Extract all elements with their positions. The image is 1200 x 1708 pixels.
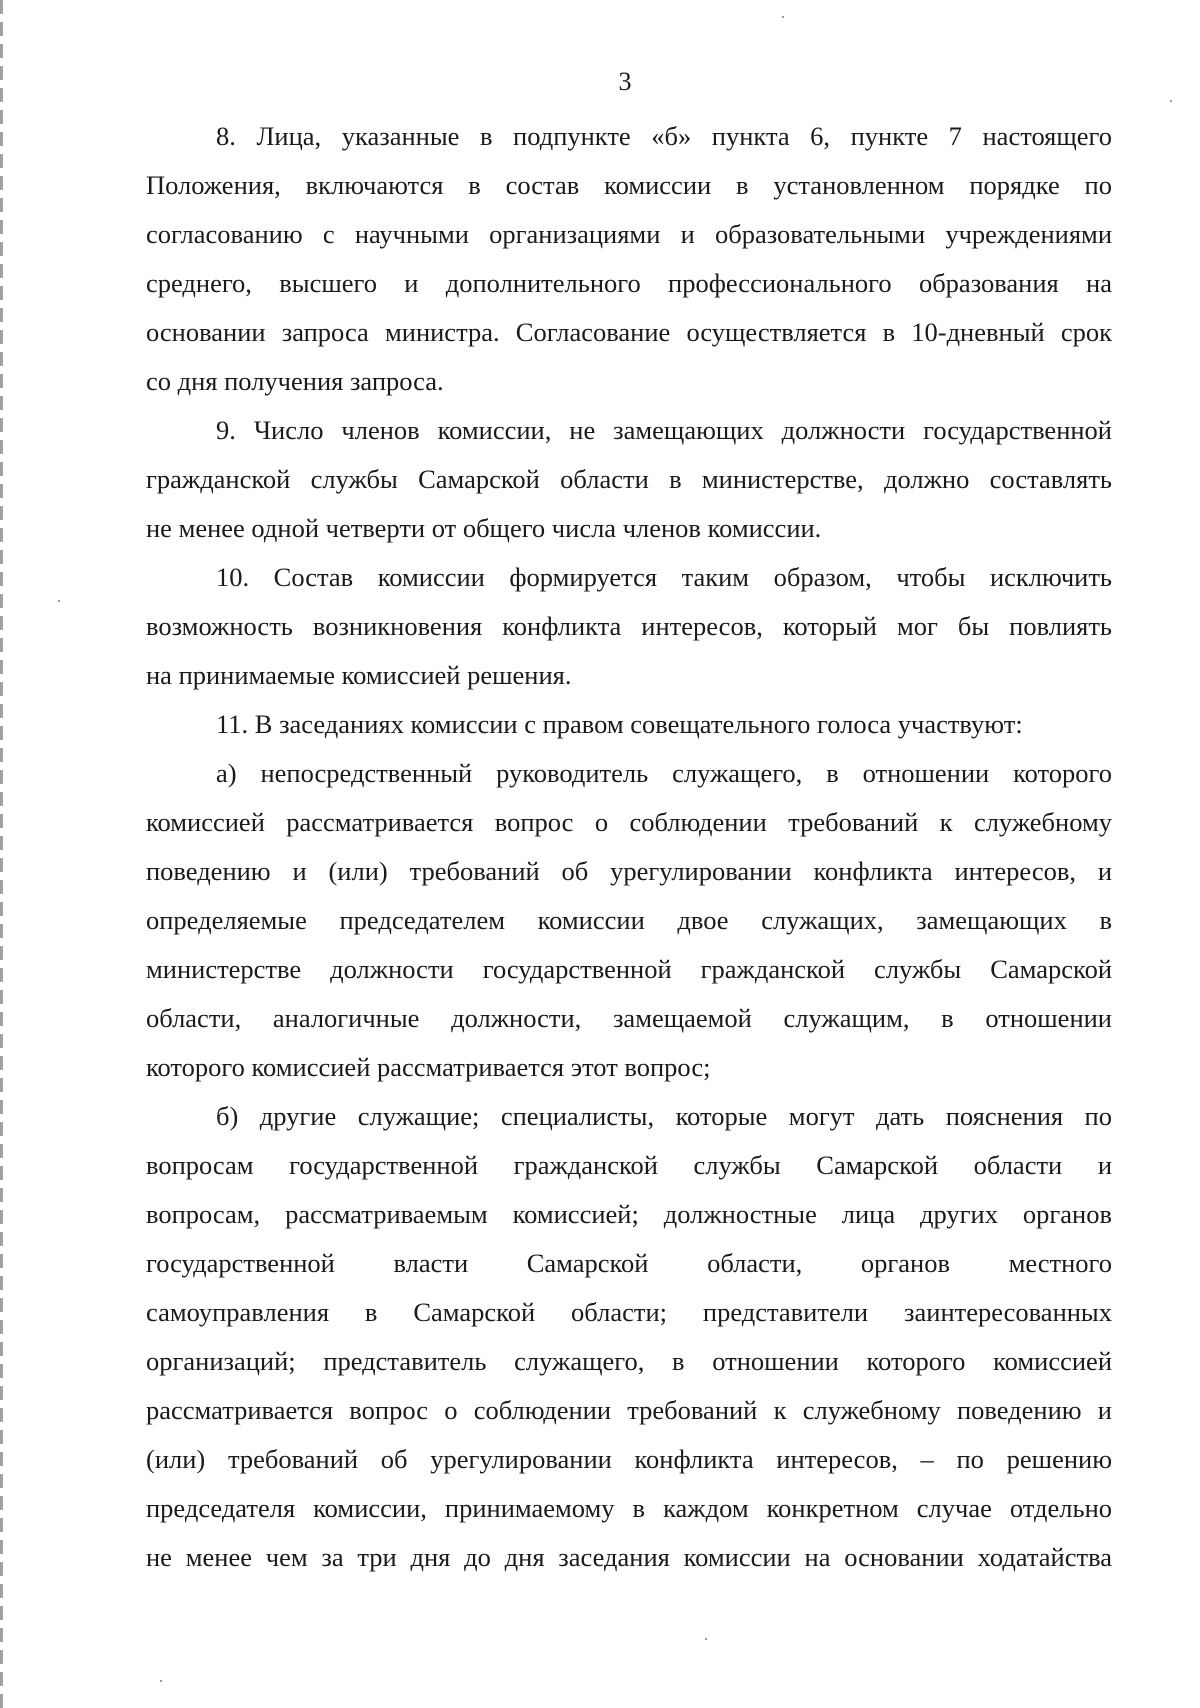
text-line: не менее чем за три дня до дня заседания комиссии на основании ходатайства [146, 1542, 1112, 1572]
text-line: вопросам, рассматриваемым комиссией; должностные лица других органов [146, 1199, 1112, 1229]
text-line: а) непосредственный руководитель служащего, в отношении которого [216, 758, 1112, 788]
text-line: определяемые председателем комиссии двое служащих, замещающих в [146, 905, 1112, 935]
text-line: которого комиссией рассматривается этот вопрос; [146, 1052, 711, 1082]
text-line: председателя комиссии, принимаемому в каждом конкретном случае отдельно [146, 1493, 1112, 1523]
scan-speck [705, 1638, 707, 1640]
text-line: самоуправления в Самарской области; представители заинтересованных [146, 1297, 1112, 1327]
paragraph-p9 [146, 406, 1112, 553]
text-line: не менее одной четверти от общего числа членов комиссии. [146, 513, 822, 543]
text-line: Положения, включаются в состав комиссии в установленном порядке по [146, 170, 1112, 200]
text-line: на принимаемые комиссией решения. [146, 660, 572, 690]
paragraph-p11b [146, 1092, 1112, 1582]
scan-speck [1170, 100, 1172, 102]
text-line: государственной власти Самарской области, органов местного [146, 1248, 1112, 1278]
scan-speck [782, 16, 784, 18]
page-number: 3 [618, 67, 632, 96]
scan-speck [160, 1680, 162, 1682]
text-line: 11. В заседаниях комиссии с правом совещательного голоса участвуют: [216, 709, 1023, 739]
text-line: 10. Состав комиссии формируется таким образом, чтобы исключить [216, 562, 1112, 592]
paragraph-p8 [146, 112, 1112, 406]
text-line: комиссией рассматривается вопрос о соблюдении требований к служебному [146, 807, 1112, 837]
text-line: со дня получения запроса. [146, 366, 444, 396]
text-line: министерстве должности государственной гражданской службы Самарской [146, 954, 1112, 984]
text-line: поведению и (или) требований об урегулировании конфликта интересов, и [146, 856, 1112, 886]
scan-left-edge [0, 0, 3, 1708]
text-line: 8. Лица, указанные в подпункте «б» пункта 6, пункте 7 настоящего [216, 121, 1112, 151]
text-line: рассматривается вопрос о соблюдении требований к служебному поведению и [146, 1395, 1112, 1425]
text-line: возможность возникновения конфликта интересов, который мог бы повлиять [146, 611, 1112, 641]
document-body [146, 112, 1112, 1582]
paragraph-p11a [146, 749, 1112, 1092]
text-line: области, аналогичные должности, замещаемой служащим, в отношении [146, 1003, 1112, 1033]
text-line: организаций; представитель служащего, в отношении которого комиссией [146, 1346, 1112, 1376]
text-line: (или) требований об урегулировании конфликта интересов, – по решению [146, 1444, 1112, 1474]
text-line: среднего, высшего и дополнительного профессионального образования на [146, 268, 1112, 298]
paragraph-p10 [146, 553, 1112, 700]
text-line: вопросам государственной гражданской службы Самарской области и [146, 1150, 1112, 1180]
scan-speck [58, 600, 60, 602]
text-line: гражданской службы Самарской области в министерстве, должно составлять [146, 464, 1112, 494]
text-line: б) другие служащие; специалисты, которые могут дать пояснения по [216, 1101, 1112, 1131]
text-line: основании запроса министра. Согласование осуществляется в 10-дневный срок [146, 317, 1112, 347]
text-line: согласованию с научными организациями и образовательными учреждениями [146, 219, 1112, 249]
text-line: 9. Число членов комиссии, не замещающих должности государственной [216, 415, 1112, 445]
paragraph-p11 [146, 700, 1112, 749]
